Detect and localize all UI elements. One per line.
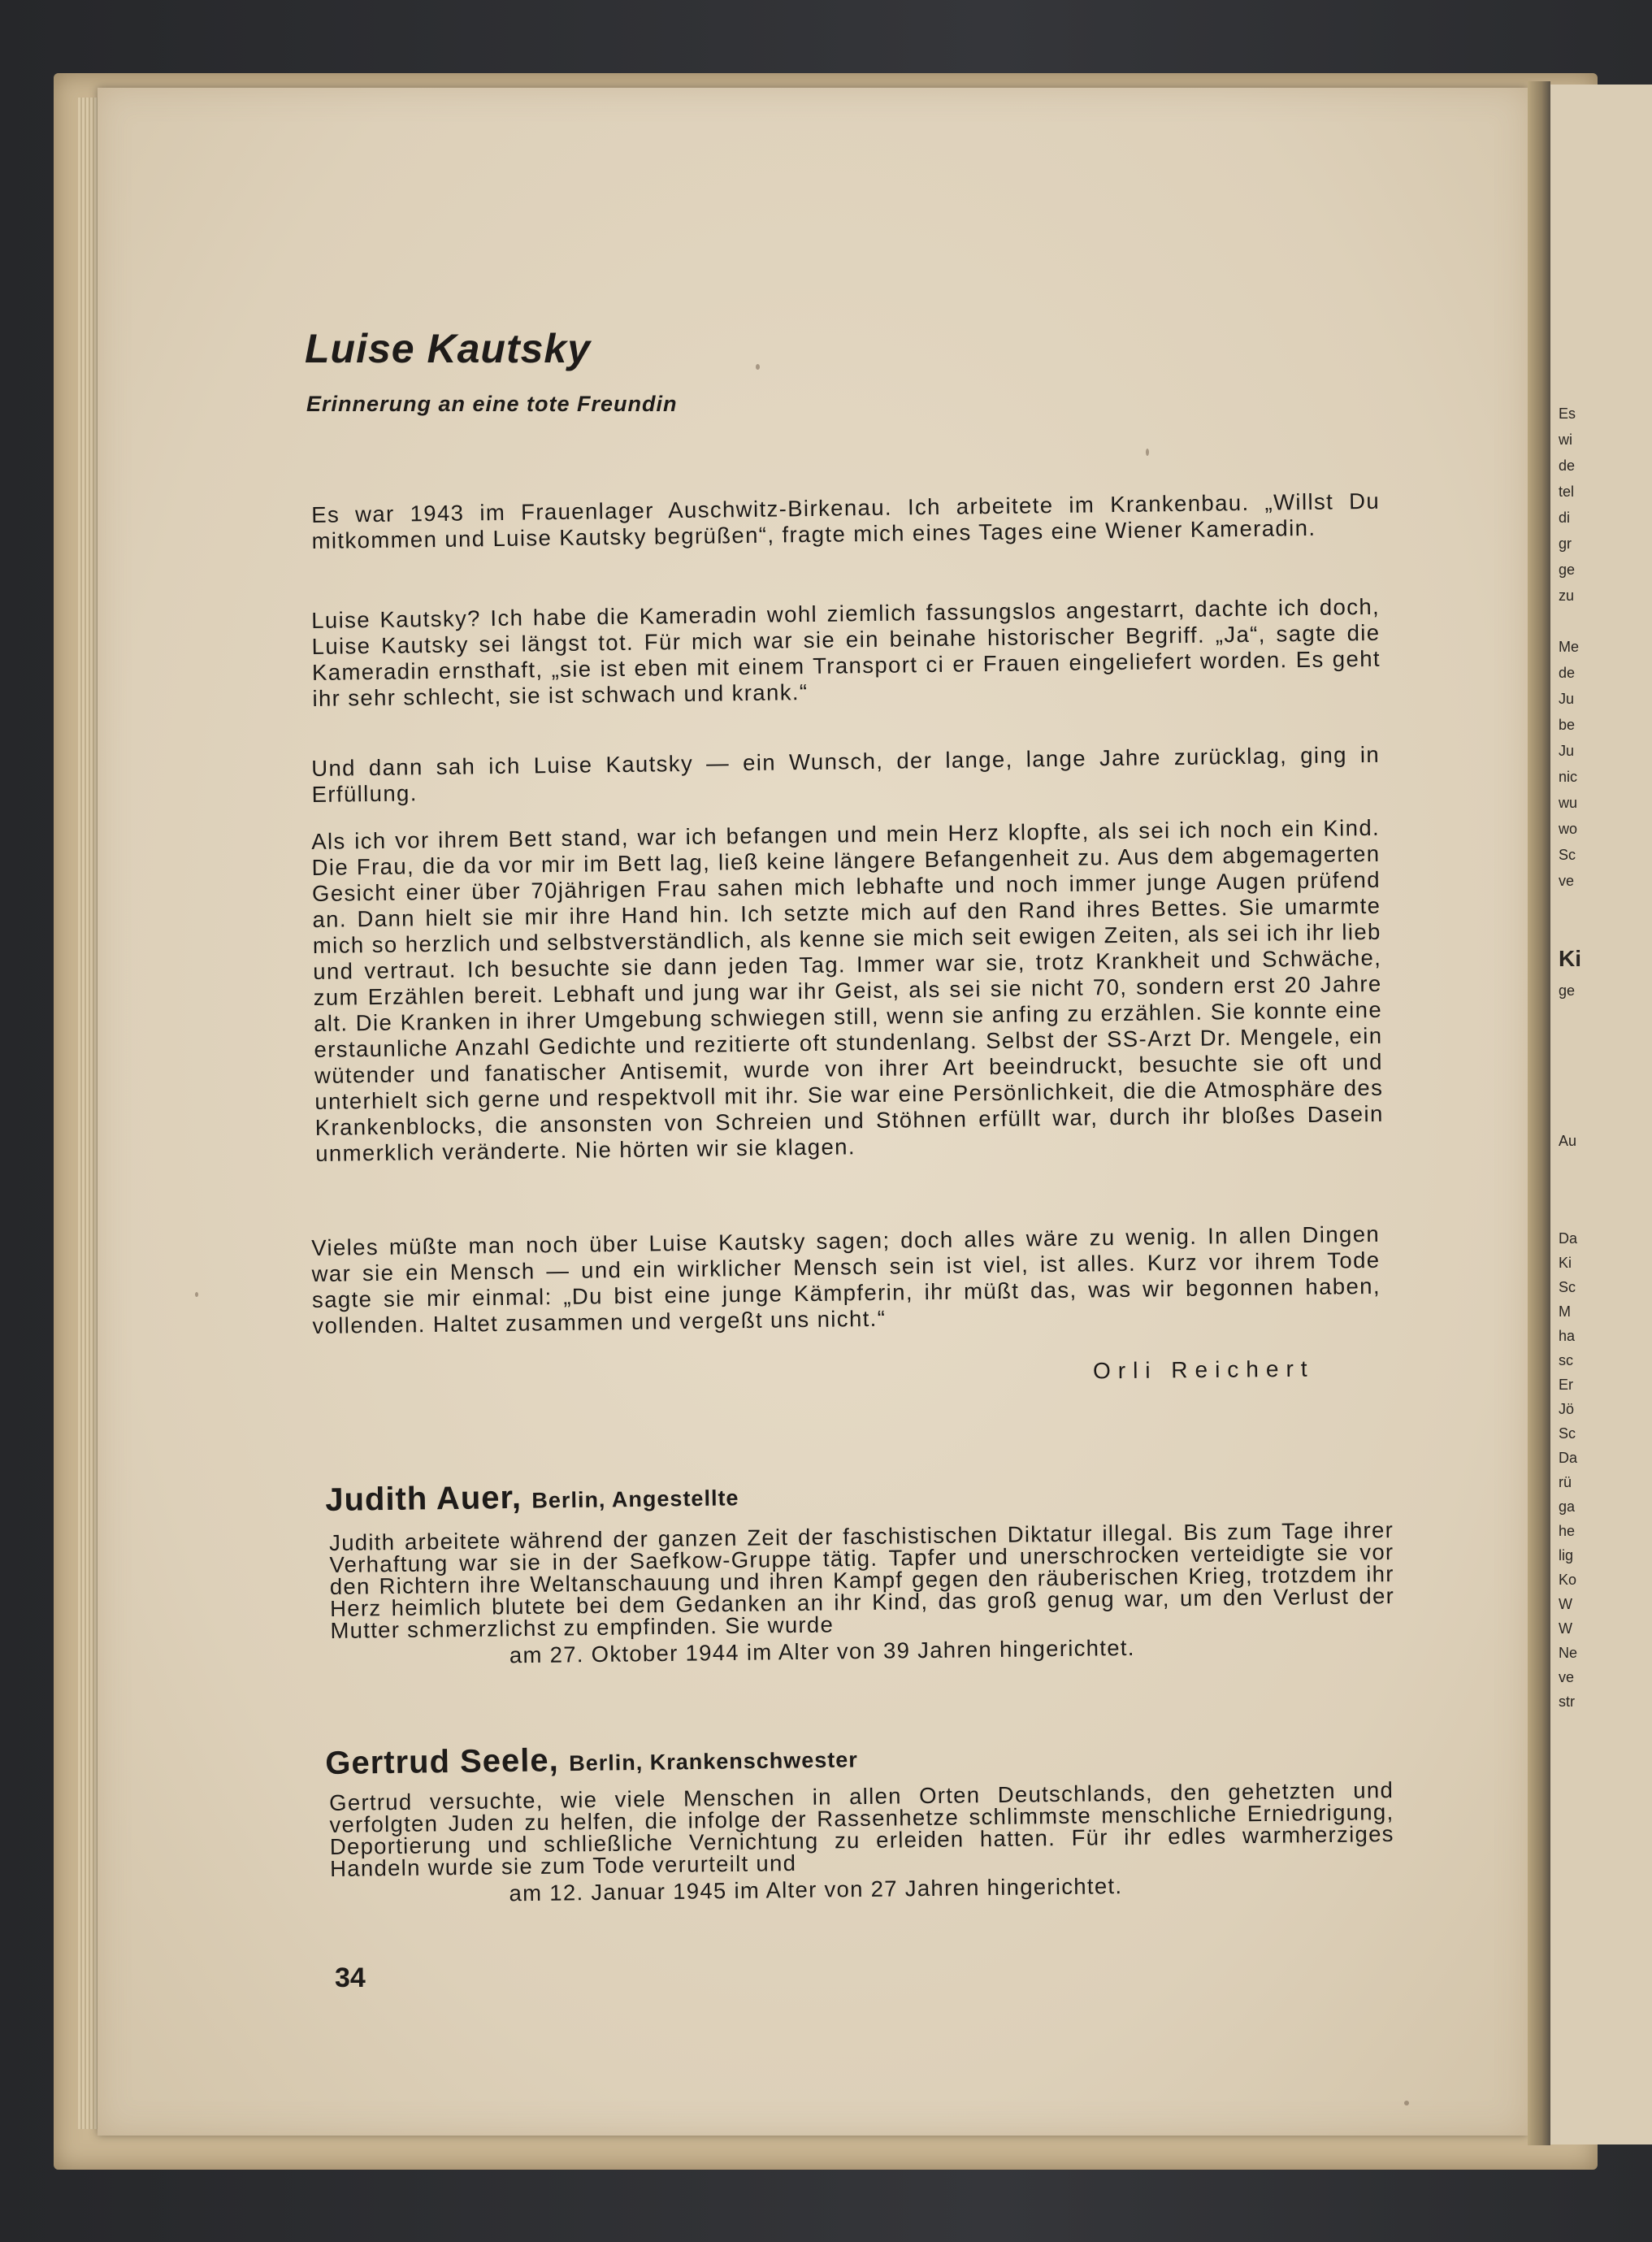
article-paragraph: [311, 815, 1384, 1167]
author-signature: Orli Reichert: [1092, 1355, 1315, 1384]
facing-text-fragment: di: [1559, 510, 1571, 526]
facing-heading-fragment: Ki: [1559, 946, 1581, 971]
facing-text-fragment: ge: [1559, 982, 1576, 999]
entry-body: [328, 1776, 1395, 1909]
paragraph-text: Luise Kautsky? Ich habe die Kameradin wohl ziemlich fassungslos angestarrt, dachte ich doch, Luise Kautsky sei längst tot. Für mich war sie ein beinahe historischer Begriff. „Ja“, sagte die Kameradin ernsthaft, „sie ist eben mit einem Transport ci er Frauen eingeliefert worden. Es geht ihr sehr schlecht, sie ist schwach und krank.“: [311, 593, 1381, 711]
entry-name: Judith Auer,: [325, 1479, 522, 1518]
facing-text-fragment: Me: [1559, 639, 1580, 655]
facing-text-fragment: Ju: [1559, 743, 1575, 759]
facing-text-fragment: wo: [1559, 821, 1578, 837]
facing-text-fragment: sc: [1559, 1352, 1573, 1368]
facing-text-fragment: wu: [1559, 795, 1578, 811]
paper-speck: [195, 1292, 198, 1297]
paragraph-text: Und dann sah ich Luise Kautsky — ein Wunsch, der lange, lange Jahre zurücklag, ging in Erfüllung.: [311, 741, 1381, 807]
facing-text-fragment: Er: [1559, 1377, 1573, 1393]
paper-speck: [1146, 449, 1149, 456]
facing-text-fragment: Da: [1559, 1230, 1578, 1247]
article-subtitle: Erinnerung an eine tote Freundin: [306, 392, 678, 416]
paragraph-text: Vieles müßte man noch über Luise Kautsky sagen; doch alles wäre zu wenig. In allen Dingen war sie ein Mensch — und ein wirklicher Mensch sein ist viel, ist alles. Kurz vor ihrem Tode sagte sie mir einmal: „Du bist eine junge Kämpferin, ihr müßt das, was wir begonnen haben, vollenden. Haltet zusammen und vergeßt uns nicht.“: [311, 1221, 1381, 1338]
facing-text-fragment: nic: [1559, 769, 1578, 785]
facing-text-fragment: Da: [1559, 1450, 1578, 1466]
facing-text-fragment: ve: [1559, 1669, 1575, 1685]
entry-meta: Berlin, Krankenschwester: [569, 1747, 859, 1776]
article-paragraph: [311, 594, 1381, 712]
facing-text-fragment: Es: [1559, 405, 1576, 422]
entry-closing-line: am 12. Januar 1945 im Alter von 27 Jahren hingerichtet.: [509, 1873, 1123, 1906]
entry-closing-line: am 27. Oktober 1944 im Alter von 39 Jahren hingerichtet.: [509, 1634, 1135, 1668]
facing-text-fragment: zu: [1559, 588, 1575, 604]
entry-text: Judith arbeitete während der ganzen Zeit der faschistischen Diktatur illegal. Bis zum Tage ihrer Verhaftung war sie in der Saefkow-Gruppe tätig. Tapfer und unerschrocken verteidigte sie vor den Richtern ihre Weltanschauung und ihren Kampf gegen den räuberischen Krieg, trotzdem ihr Herz heimlich blutete bei dem Gedanken an ihr Kind, das groß genug war, um den Verlust der Mutter schmerzlichst zu empfinden. Sie wurde: [328, 1516, 1395, 1643]
entry-body: [328, 1516, 1395, 1671]
facing-text-fragment: W: [1559, 1596, 1572, 1612]
facing-text-fragment: de: [1559, 665, 1576, 681]
facing-text-fragment: ga: [1559, 1498, 1576, 1515]
facing-text-fragment: ha: [1559, 1328, 1576, 1344]
entry-meta: Berlin, Angestellte: [531, 1485, 739, 1513]
paper-speck: [1404, 2101, 1409, 2105]
entry-heading: [325, 1477, 739, 1519]
facing-text-fragment: wi: [1559, 431, 1572, 448]
facing-text-fragment: gr: [1559, 536, 1572, 552]
article-paragraph: [311, 742, 1381, 808]
paper-speck: [756, 364, 760, 370]
facing-text-fragment: Ju: [1559, 691, 1575, 707]
facing-text-fragment: lig: [1559, 1547, 1574, 1563]
facing-text-fragment: de: [1559, 458, 1576, 474]
facing-text-fragment: Jö: [1559, 1401, 1575, 1417]
page-number: 34: [335, 1962, 366, 1993]
facing-text-fragment: rü: [1559, 1474, 1572, 1490]
facing-text-fragment: Sc: [1559, 1425, 1576, 1442]
facing-text-fragment: Ko: [1559, 1572, 1577, 1588]
facing-text-fragment: ge: [1559, 562, 1576, 578]
facing-text-fragment: Ki: [1559, 1255, 1572, 1271]
article-paragraph: [311, 1221, 1381, 1339]
facing-text-fragment: str: [1559, 1693, 1575, 1710]
facing-text-fragment: he: [1559, 1523, 1576, 1539]
facing-text-fragment: ve: [1559, 873, 1575, 889]
paragraph-text: Es war 1943 im Frauenlager Auschwitz-Birkenau. Ich arbeitete im Krankenbau. „Willst Du mitkommen und Luise Kautsky begrüßen“, fragte mich eines Tages eine Wiener Kameradin.: [311, 488, 1381, 553]
facing-text-fragment: Sc: [1559, 847, 1576, 863]
facing-text-fragment: Au: [1559, 1133, 1577, 1149]
entry-text: Gertrud versuchte, wie viele Menschen in allen Orten Deutschlands, den gehetzten und verfolgten Juden zu helfen, die infolge der Rassenhetze schlimmste menschliche Erniedrigung, Deportierung und schließliche Vernichtung zu erleiden hatten. Für ihr edles warmherziges Handeln wurde sie zum Tode verurteilt und: [328, 1776, 1394, 1881]
facing-text-fragment: W: [1559, 1620, 1572, 1637]
facing-text-fragment: tel: [1559, 484, 1575, 500]
facing-text-fragment: Sc: [1559, 1279, 1576, 1295]
facing-text-fragment: M: [1559, 1303, 1571, 1320]
facing-text-fragment: Ne: [1559, 1645, 1578, 1661]
entry-heading: [325, 1738, 858, 1782]
article-title: Luise Kautsky: [305, 326, 592, 371]
facing-text-fragment: be: [1559, 717, 1576, 733]
paragraph-text: Als ich vor ihrem Bett stand, war ich befangen und mein Herz klopfte, als sei ich noch ein Kind. Die Frau, die da vor mir im Bett lag, ließ keine längere Befangenheit zu. Aus dem abgemagerten Gesicht einer über 70jährigen Frau sahen mich lebhafte und noch immer junge Augen prüfend an. Dann hielt sie mir ihre Hand hin. Ich setzte mich auf den Rand ihres Bettes. Sie umarmte mich so herzlich und selbstverständlich, als kenne sie mich seit ewigen Zeiten, als sei ich ihr lieb und vertraut. Ich besuchte sie dann jeden Tag. Immer war sie, trotz Krankheit und Schwäche, zum Erzählen bereit. Lebhaft und jung war ihr Geist, als sei sie nicht 70, sondern erst 20 Jahre alt. Die Kranken in ihrer Umgebung schwiegen still, wenn sie anfing zu erzählen. Sie konnte eine erstaunliche Anzahl Gedichte und rezitierte oft stundenlang. Selbst der SS-Arzt Dr. Mengele, ein wütender und fanatischer Antisemit, wurde von ihrer Art beeindruckt, besuchte sie oft und unterhielt sich gerne und respektvoll mit ihr. Sie war eine Persönlichkeit, die die Atmosphäre des Krankenblocks, die ansonsten von Schreien und Stöhnen erfüllt war, durch ihr bloßes Dasein unmerklich veränderte. Nie hörten wir sie klagen.: [311, 814, 1384, 1166]
article-paragraph: [311, 488, 1381, 554]
entry-name: Gertrud Seele,: [325, 1742, 559, 1781]
